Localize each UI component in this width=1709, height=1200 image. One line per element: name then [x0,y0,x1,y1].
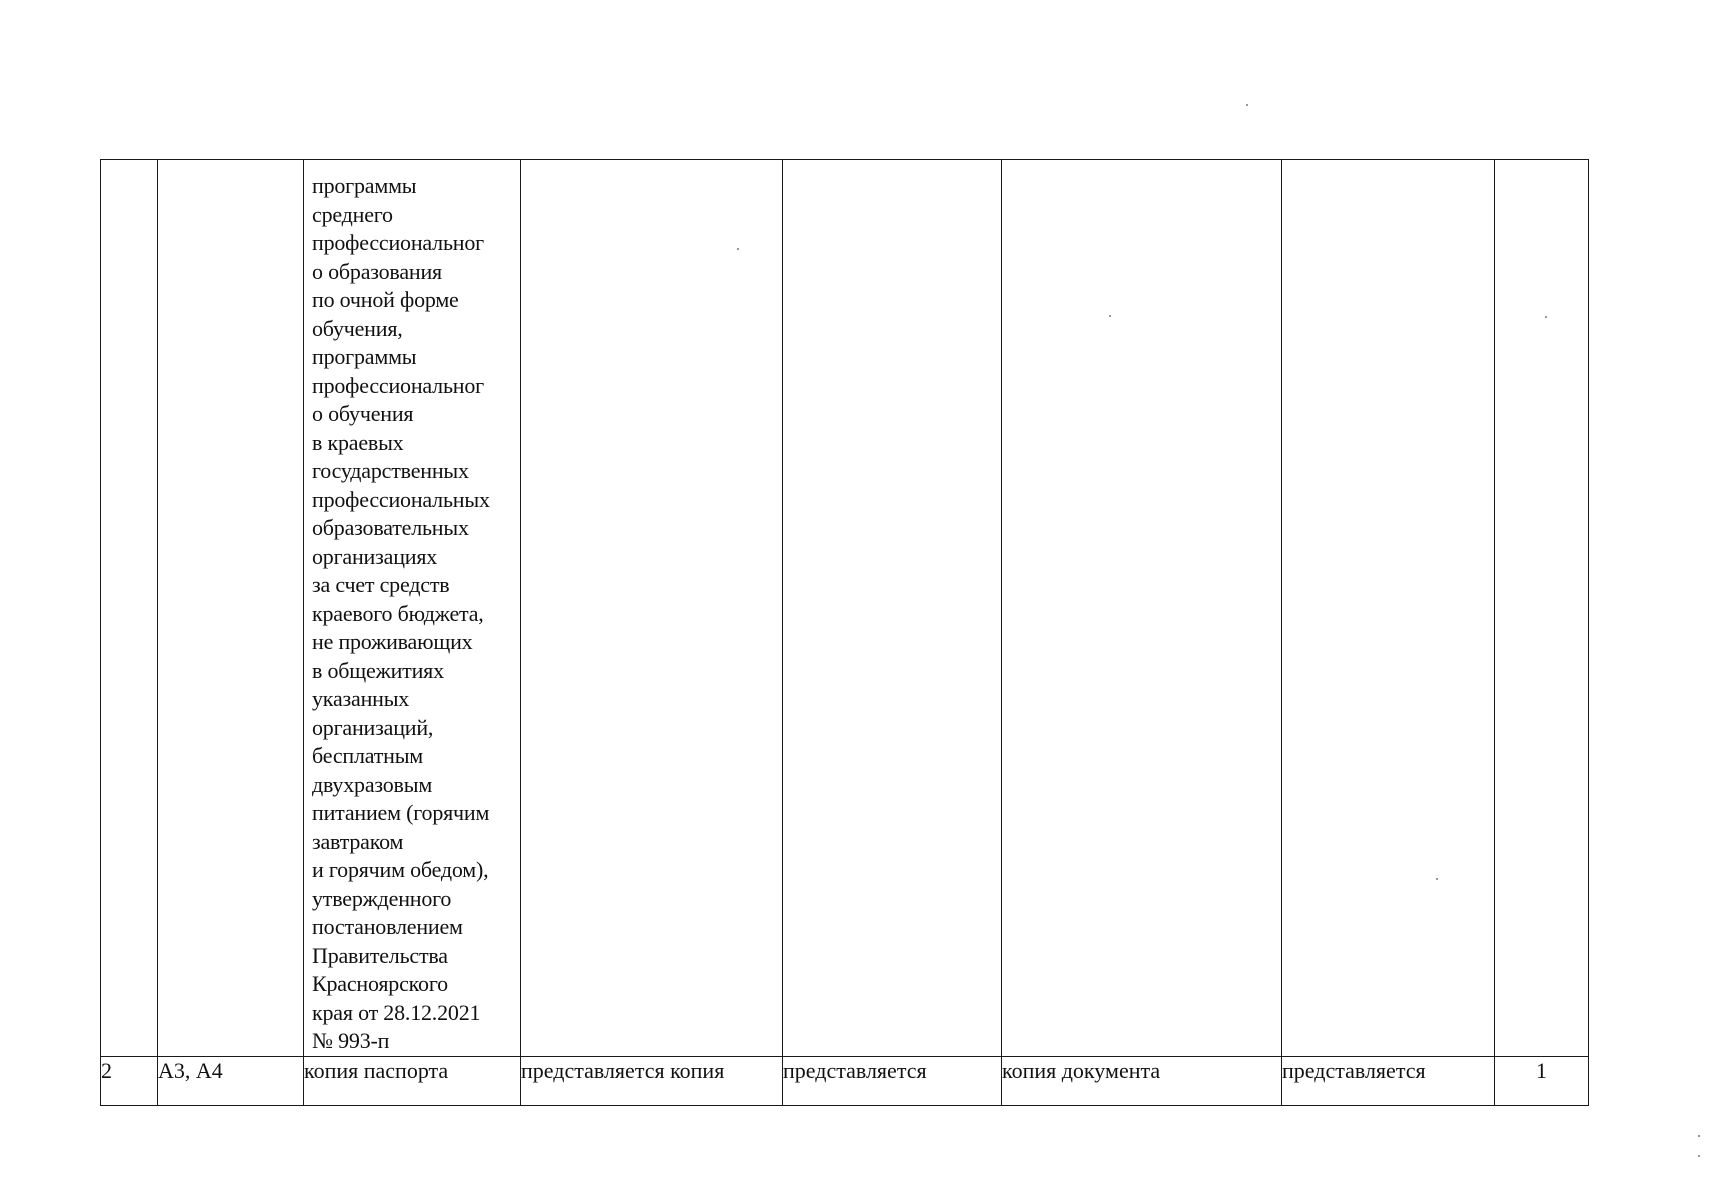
table-cell [304,160,521,1057]
table-cell: представляется копия [521,1057,783,1106]
scan-speck [1698,1135,1700,1137]
table-cell: 1 [1495,1057,1589,1106]
applicant-codes: А3, А4 [158,1057,304,1106]
scan-speck [1246,104,1248,106]
table-cell [101,160,158,1057]
table-cell [1002,160,1282,1057]
table-row [101,1057,1589,1106]
table-cell: представляется [1282,1057,1495,1106]
table-cell [783,160,1002,1057]
row-number: 2 [101,1057,158,1106]
table-row-continuation [101,160,1589,1057]
scan-speck [1698,1155,1700,1157]
document-name: копия паспорта [304,1057,521,1106]
table-cell: представляется [783,1057,1002,1106]
table-cell [158,160,304,1057]
document-table [100,159,1589,1106]
table-cell [521,160,783,1057]
table-cell [1495,160,1589,1057]
continuation-text: программы среднего профессиональног о образования по очной форме обучения, программы профессиональног о обучения в краевых государственных профессиональных образовательных организациях за счет средств краевого бюджета, не проживающих в общежитиях указанных организаций, бесплатным двухразовым питанием (горячим завтраком и горячим обедом), утвержденного постановлением Правительства Красноярского края от 28.12.2021 № 993-п [312,173,490,1053]
table-cell [1282,160,1495,1057]
table-cell: копия документа [1002,1057,1282,1106]
